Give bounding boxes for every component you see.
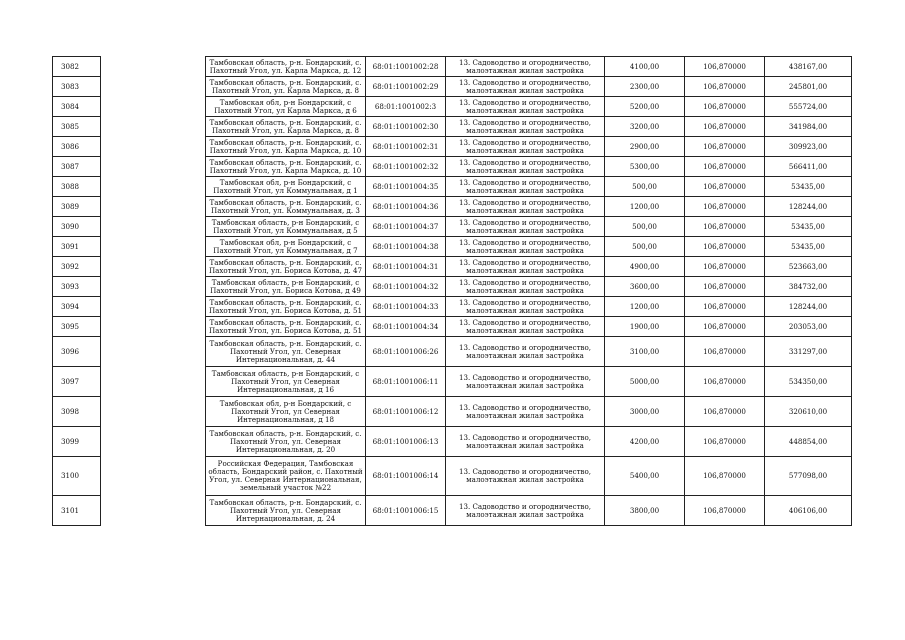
address-cell: Тамбовская обл, р-н Бондарский, с Пахотный Угол, ул Северная Интернациональная, д 18 (206, 397, 366, 427)
table-row (53, 77, 852, 97)
land-use-cell: 13. Садоводство и огородничество, малоэтажная жилая застройка (446, 496, 605, 526)
address-cell: Тамбовская область, р-н Бондарский, с Пахотный Угол, ул Коммунальная, д 5 (206, 217, 366, 237)
cadastral-value-cell: 128244,00 (765, 297, 852, 317)
area-cell: 2300,00 (605, 77, 685, 97)
spacer-cell (101, 117, 206, 137)
area-cell: 1900,00 (605, 317, 685, 337)
row-number: 3098 (53, 397, 101, 427)
spacer-cell (101, 397, 206, 427)
cadastral-value-cell: 128244,00 (765, 197, 852, 217)
area-cell: 1200,00 (605, 197, 685, 217)
area-cell: 5300,00 (605, 157, 685, 177)
area-cell: 500,00 (605, 177, 685, 197)
address-cell: Тамбовская область, р-н. Бондарский, с. Пахотный Угол, ул. Коммунальная, д. 3 (206, 197, 366, 217)
table-row (53, 237, 852, 257)
spacer-cell (101, 237, 206, 257)
table-row (53, 117, 852, 137)
rate-cell: 106,870000 (685, 77, 765, 97)
address-cell: Тамбовская область, р-н. Бондарский, с. Пахотный Угол, ул. Северная Интернациональная, д. 44 (206, 337, 366, 367)
spacer-cell (101, 427, 206, 457)
cadastral-number-cell: 68:01:1001004:35 (366, 177, 446, 197)
table-row (53, 197, 852, 217)
table-row (53, 177, 852, 197)
spacer-cell (101, 277, 206, 297)
row-number: 3092 (53, 257, 101, 277)
rate-cell: 106,870000 (685, 337, 765, 367)
row-number: 3097 (53, 367, 101, 397)
table-row (53, 337, 852, 367)
registry-table-container (52, 56, 851, 526)
spacer-cell (101, 137, 206, 157)
land-use-cell: 13. Садоводство и огородничество, малоэтажная жилая застройка (446, 427, 605, 457)
area-cell: 500,00 (605, 217, 685, 237)
cadastral-value-cell: 203053,00 (765, 317, 852, 337)
land-use-cell: 13. Садоводство и огородничество, малоэтажная жилая застройка (446, 77, 605, 97)
land-use-cell: 13. Садоводство и огородничество, малоэтажная жилая застройка (446, 157, 605, 177)
land-use-cell: 13. Садоводство и огородничество, малоэтажная жилая застройка (446, 117, 605, 137)
row-number: 3087 (53, 157, 101, 177)
land-use-cell: 13. Садоводство и огородничество, малоэтажная жилая застройка (446, 97, 605, 117)
row-number: 3083 (53, 77, 101, 97)
cadastral-value-table (52, 56, 852, 526)
area-cell: 3800,00 (605, 496, 685, 526)
rate-cell: 106,870000 (685, 137, 765, 157)
cadastral-value-cell: 384732,00 (765, 277, 852, 297)
cadastral-value-cell: 53435,00 (765, 237, 852, 257)
cadastral-value-cell: 534350,00 (765, 367, 852, 397)
land-use-cell: 13. Садоводство и огородничество, малоэтажная жилая застройка (446, 457, 605, 496)
spacer-cell (101, 457, 206, 496)
row-number: 3094 (53, 297, 101, 317)
address-cell: Тамбовская область, р-н. Бондарский, с. Пахотный Угол, ул. Северная Интернациональная, д. 20 (206, 427, 366, 457)
cadastral-number-cell: 68:01:1001002:30 (366, 117, 446, 137)
row-number: 3091 (53, 237, 101, 257)
cadastral-value-cell: 523663,00 (765, 257, 852, 277)
rate-cell: 106,870000 (685, 427, 765, 457)
row-number: 3095 (53, 317, 101, 337)
cadastral-number-cell: 68:01:1001002:3 (366, 97, 446, 117)
address-cell: Тамбовская область, р-н. Бондарский, с. Пахотный Угол, ул. Карла Маркса, д. 12 (206, 57, 366, 77)
land-use-cell: 13. Садоводство и огородничество, малоэтажная жилая застройка (446, 197, 605, 217)
rate-cell: 106,870000 (685, 117, 765, 137)
land-use-cell: 13. Садоводство и огородничество, малоэтажная жилая застройка (446, 317, 605, 337)
cadastral-value-cell: 331297,00 (765, 337, 852, 367)
row-number: 3096 (53, 337, 101, 367)
rate-cell: 106,870000 (685, 237, 765, 257)
cadastral-value-cell: 53435,00 (765, 217, 852, 237)
rate-cell: 106,870000 (685, 257, 765, 277)
spacer-cell (101, 367, 206, 397)
area-cell: 3000,00 (605, 397, 685, 427)
rate-cell: 106,870000 (685, 317, 765, 337)
address-cell: Тамбовская область, р-н. Бондарский, с. Пахотный Угол, ул. Бориса Котова, д. 51 (206, 317, 366, 337)
row-number: 3084 (53, 97, 101, 117)
rate-cell: 106,870000 (685, 397, 765, 427)
spacer-cell (101, 257, 206, 277)
cadastral-number-cell: 68:01:1001006:12 (366, 397, 446, 427)
address-cell: Тамбовская обл, р-н Бондарский, с Пахотный Угол, ул Карла Маркса, д 6 (206, 97, 366, 117)
cadastral-number-cell: 68:01:1001006:15 (366, 496, 446, 526)
cadastral-number-cell: 68:01:1001004:31 (366, 257, 446, 277)
land-use-cell: 13. Садоводство и огородничество, малоэтажная жилая застройка (446, 337, 605, 367)
land-use-cell: 13. Садоводство и огородничество, малоэтажная жилая застройка (446, 217, 605, 237)
address-cell: Тамбовская область, р-н. Бондарский, с. Пахотный Угол, ул. Карла Маркса, д. 10 (206, 157, 366, 177)
cadastral-value-cell: 309923,00 (765, 137, 852, 157)
table-row (53, 317, 852, 337)
area-cell: 4900,00 (605, 257, 685, 277)
row-number: 3101 (53, 496, 101, 526)
row-number: 3090 (53, 217, 101, 237)
cadastral-value-cell: 53435,00 (765, 177, 852, 197)
land-use-cell: 13. Садоводство и огородничество, малоэтажная жилая застройка (446, 177, 605, 197)
land-use-cell: 13. Садоводство и огородничество, малоэтажная жилая застройка (446, 397, 605, 427)
cadastral-number-cell: 68:01:1001004:33 (366, 297, 446, 317)
address-cell: Тамбовская обл, р-н Бондарский, с Пахотный Угол, ул Коммунальная, д 1 (206, 177, 366, 197)
land-use-cell: 13. Садоводство и огородничество, малоэтажная жилая застройка (446, 297, 605, 317)
table-row (53, 297, 852, 317)
cadastral-value-cell: 566411,00 (765, 157, 852, 177)
row-number: 3093 (53, 277, 101, 297)
cadastral-number-cell: 68:01:1001004:32 (366, 277, 446, 297)
table-row (53, 97, 852, 117)
address-cell: Тамбовская область, р-н. Бондарский, с. Пахотный Угол, ул. Северная Интернациональная, д. 24 (206, 496, 366, 526)
area-cell: 2900,00 (605, 137, 685, 157)
land-use-cell: 13. Садоводство и огородничество, малоэтажная жилая застройка (446, 257, 605, 277)
area-cell: 3600,00 (605, 277, 685, 297)
cadastral-value-cell: 320610,00 (765, 397, 852, 427)
table-row (53, 157, 852, 177)
row-number: 3086 (53, 137, 101, 157)
table-row (53, 496, 852, 526)
cadastral-value-cell: 555724,00 (765, 97, 852, 117)
cadastral-number-cell: 68:01:1001004:37 (366, 217, 446, 237)
cadastral-value-cell: 577098,00 (765, 457, 852, 496)
cadastral-number-cell: 68:01:1001006:14 (366, 457, 446, 496)
address-cell: Тамбовская область, р-н Бондарский, с Пахотный Угол, ул Северная Интернациональная, д 16 (206, 367, 366, 397)
cadastral-number-cell: 68:01:1001002:29 (366, 77, 446, 97)
cadastral-number-cell: 68:01:1001004:34 (366, 317, 446, 337)
row-number: 3088 (53, 177, 101, 197)
table-row (53, 397, 852, 427)
spacer-cell (101, 177, 206, 197)
spacer-cell (101, 77, 206, 97)
land-use-cell: 13. Садоводство и огородничество, малоэтажная жилая застройка (446, 237, 605, 257)
rate-cell: 106,870000 (685, 217, 765, 237)
table-row (53, 457, 852, 496)
address-cell: Тамбовская область, р-н. Бондарский, с. Пахотный Угол, ул. Карла Маркса, д. 8 (206, 117, 366, 137)
rate-cell: 106,870000 (685, 367, 765, 397)
area-cell: 500,00 (605, 237, 685, 257)
cadastral-number-cell: 68:01:1001002:32 (366, 157, 446, 177)
area-cell: 1200,00 (605, 297, 685, 317)
cadastral-number-cell: 68:01:1001002:28 (366, 57, 446, 77)
spacer-cell (101, 297, 206, 317)
spacer-cell (101, 337, 206, 367)
land-use-cell: 13. Садоводство и огородничество, малоэтажная жилая застройка (446, 277, 605, 297)
land-use-cell: 13. Садоводство и огородничество, малоэтажная жилая застройка (446, 367, 605, 397)
address-cell: Тамбовская область, р-н. Бондарский, с. Пахотный Угол, ул. Бориса Котова, д. 47 (206, 257, 366, 277)
cadastral-value-cell: 406106,00 (765, 496, 852, 526)
area-cell: 3200,00 (605, 117, 685, 137)
address-cell: Тамбовская область, р-н. Бондарский, с. Пахотный Угол, ул. Карла Маркса, д. 10 (206, 137, 366, 157)
table-row (53, 257, 852, 277)
cadastral-number-cell: 68:01:1001006:11 (366, 367, 446, 397)
rate-cell: 106,870000 (685, 197, 765, 217)
table-row (53, 137, 852, 157)
spacer-cell (101, 197, 206, 217)
rate-cell: 106,870000 (685, 157, 765, 177)
table-row (53, 427, 852, 457)
cadastral-number-cell: 68:01:1001006:13 (366, 427, 446, 457)
table-row (53, 367, 852, 397)
row-number: 3089 (53, 197, 101, 217)
cadastral-value-cell: 438167,00 (765, 57, 852, 77)
area-cell: 4200,00 (605, 427, 685, 457)
table-row (53, 57, 852, 77)
address-cell: Тамбовская область, р-н. Бондарский, с. Пахотный Угол, ул. Бориса Котова, д. 51 (206, 297, 366, 317)
address-cell: Тамбовская область, р-н Бондарский, с Пахотный Угол, ул. Бориса Котова, д 49 (206, 277, 366, 297)
cadastral-value-cell: 448854,00 (765, 427, 852, 457)
table-row (53, 277, 852, 297)
cadastral-value-cell: 245801,00 (765, 77, 852, 97)
rate-cell: 106,870000 (685, 277, 765, 297)
rate-cell: 106,870000 (685, 457, 765, 496)
cadastral-number-cell: 68:01:1001006:26 (366, 337, 446, 367)
spacer-cell (101, 57, 206, 77)
area-cell: 4100,00 (605, 57, 685, 77)
area-cell: 3100,00 (605, 337, 685, 367)
cadastral-number-cell: 68:01:1001004:36 (366, 197, 446, 217)
land-use-cell: 13. Садоводство и огородничество, малоэтажная жилая застройка (446, 137, 605, 157)
row-number: 3085 (53, 117, 101, 137)
rate-cell: 106,870000 (685, 57, 765, 77)
cadastral-number-cell: 68:01:1001002:31 (366, 137, 446, 157)
cadastral-number-cell: 68:01:1001004:38 (366, 237, 446, 257)
row-number: 3099 (53, 427, 101, 457)
address-cell: Тамбовская область, р-н. Бондарский, с. Пахотный Угол, ул. Карла Маркса, д. 8 (206, 77, 366, 97)
spacer-cell (101, 97, 206, 117)
spacer-cell (101, 496, 206, 526)
table-row (53, 217, 852, 237)
spacer-cell (101, 157, 206, 177)
spacer-cell (101, 217, 206, 237)
row-number: 3100 (53, 457, 101, 496)
area-cell: 5000,00 (605, 367, 685, 397)
land-use-cell: 13. Садоводство и огородничество, малоэтажная жилая застройка (446, 57, 605, 77)
area-cell: 5200,00 (605, 97, 685, 117)
rate-cell: 106,870000 (685, 496, 765, 526)
cadastral-value-cell: 341984,00 (765, 117, 852, 137)
rate-cell: 106,870000 (685, 97, 765, 117)
address-cell: Тамбовская обл, р-н Бондарский, с Пахотный Угол, ул Коммунальная, д 7 (206, 237, 366, 257)
rate-cell: 106,870000 (685, 177, 765, 197)
spacer-cell (101, 317, 206, 337)
area-cell: 5400,00 (605, 457, 685, 496)
row-number: 3082 (53, 57, 101, 77)
rate-cell: 106,870000 (685, 297, 765, 317)
address-cell: Российская Федерация, Тамбовская область, Бондарский район, с. Пахотный Угол, ул. Северная Интернациональная, земельный участок №22 (206, 457, 366, 496)
